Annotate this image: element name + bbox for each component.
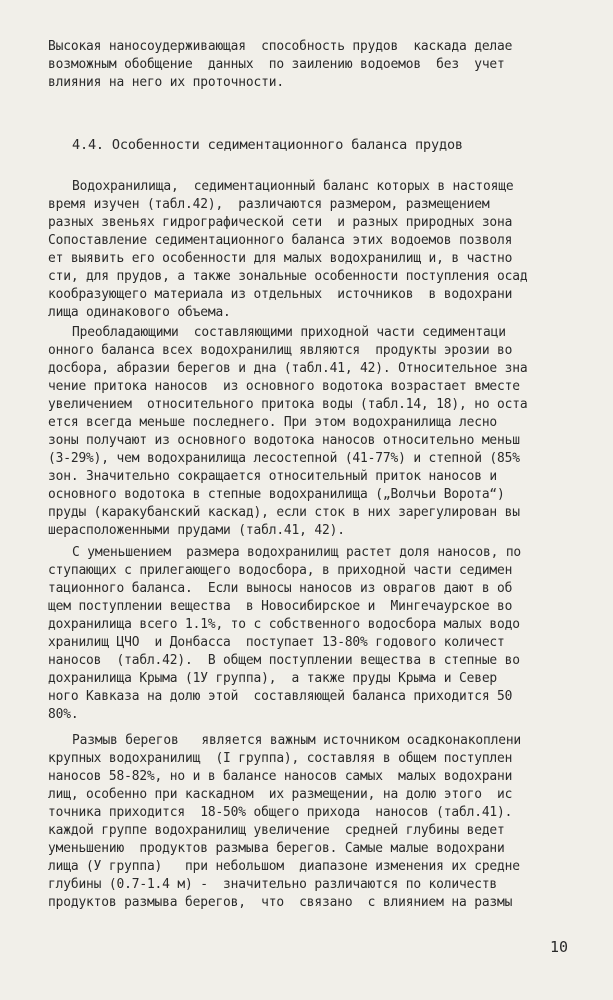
text-line: (3-29%), чем водохранилища лесостепной (41-77%) и степной (85% xyxy=(48,451,520,466)
text-line: лища одинакового объема. xyxy=(48,305,231,320)
text-line: разных звеньях гидрографической сети и разных природных зона xyxy=(48,215,513,230)
text-line: глубины (0.7-1.4 м) - значительно различаются по количеств xyxy=(48,877,498,892)
text-line: сти, для прудов, а также зональные особенности поступления осад xyxy=(48,269,528,284)
text-line: зоны получают из основного водотока наносов относительно меньш xyxy=(48,433,520,448)
text-line: возможным обобщение данных по заилению водоемов без учет xyxy=(48,57,505,72)
text-line: досбора, абразии берегов и дна (табл.41, 42). Относительное зна xyxy=(48,361,528,376)
text-line: чение притока наносов из основного водотока возрастает вместе xyxy=(48,379,520,394)
text-line: щем поступлении вещества в Новосибирское и Мингечаурское во xyxy=(48,599,513,614)
text-line: наносов 58-82%, но и в балансе наносов самых малых водохрани xyxy=(48,769,513,784)
text-line: 80%. xyxy=(48,707,79,722)
text-line: кообразующего материала из отдельных источников в водохрани xyxy=(48,287,513,302)
text-line: дохранилища всего 1.1%, то с собственного водосбора малых водо xyxy=(48,617,520,632)
text-line: увеличением относительного притока воды (табл.14, 18), но оста xyxy=(48,397,528,412)
text-line: Высокая наносоудерживающая способность прудов каскада делае xyxy=(48,39,513,54)
text-line: время изучен (табл.42), различаются размером, размещением xyxy=(48,197,490,212)
text-line: зон. Значительно сокращается относительный приток наносов и xyxy=(48,469,498,484)
text-line: Водохранилища, седиментационный баланс которых в настояще xyxy=(72,179,514,194)
text-line: хранилищ ЦЧО и Донбасса поступает 13-80% годового количест xyxy=(48,635,505,650)
text-line: лища (У группа) при небольшом диапазоне изменения их средне xyxy=(48,859,520,874)
text-line: Размыв берегов является важным источником осадконакоплени xyxy=(72,733,522,748)
text-line: ного Кавказа на долю этой составляющей баланса приходится 50 xyxy=(48,689,513,704)
text-line: лищ, особенно при каскадном их размещении, на долю этого ис xyxy=(48,787,513,802)
section-heading: 4.4. Особенности седиментационного баланса прудов xyxy=(72,137,463,153)
text-line: онного баланса всех водохранилищ являются продукты эрозии во xyxy=(48,343,513,358)
text-line: точника приходится 18-50% общего прихода наносов (табл.41). xyxy=(48,805,513,820)
text-line: крупных водохранилищ (I группа), составляя в общем поступлен xyxy=(48,751,513,766)
text-line: шерасположенными прудами (табл.41, 42). xyxy=(48,523,345,538)
text-line: С уменьшением размера водохранилищ растет доля наносов, по xyxy=(72,545,522,560)
text-line: Преобладающими составляющими приходной части седиментаци xyxy=(72,325,506,340)
text-line: ет выявить его особенности для малых водохранилищ и, в частно xyxy=(48,251,513,266)
text-line: уменьшению продуктов размыва берегов. Самые малые водохрани xyxy=(48,841,505,856)
text-line: продуктов размыва берегов, что связано с влиянием на размы xyxy=(48,895,513,910)
text-line: ется всегда меньше последнего. При этом водохранилища лесно xyxy=(48,415,498,430)
text-line: пруды (каракубанский каскад), если сток в них зарегулирован вы xyxy=(48,505,520,520)
text-line: влияния на него их проточности. xyxy=(48,75,284,90)
text-line: дохранилища Крыма (1У группа), а также пруды Крыма и Север xyxy=(48,671,498,686)
text-line: каждой группе водохранилищ увеличение средней глубины ведет xyxy=(48,823,505,838)
text-line: основного водотока в степные водохранилища („Волчьи Ворота“) xyxy=(48,487,505,502)
text-line: Сопоставление седиментационного баланса этих водоемов позволя xyxy=(48,233,513,248)
text-line: тационного баланса. Если выносы наносов из оврагов дают в об xyxy=(48,581,513,596)
page-number: 10 xyxy=(550,938,569,956)
text-line: наносов (табл.42). В общем поступлении вещества в степные во xyxy=(48,653,520,668)
text-line: ступающих с прилегающего водосбора, в приходной части седимен xyxy=(48,563,513,578)
